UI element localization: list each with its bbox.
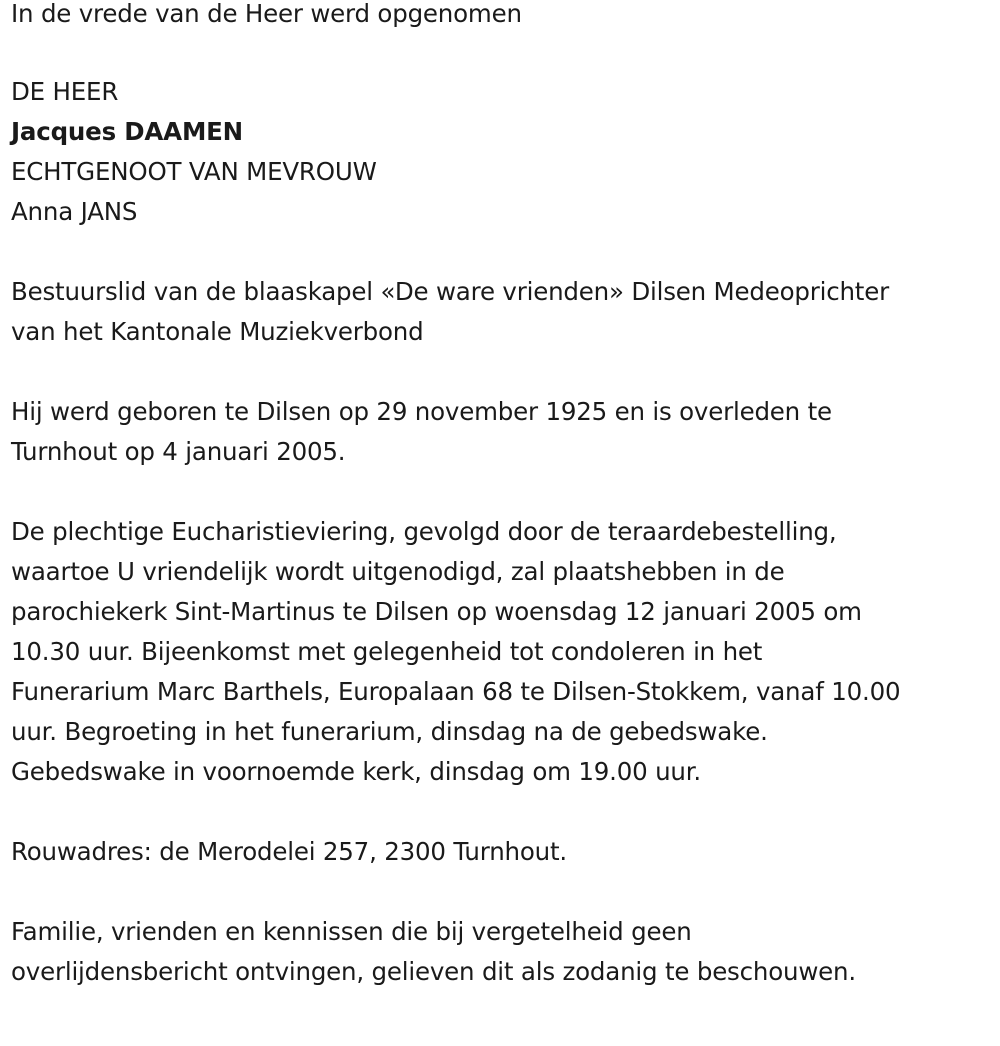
roles-line: Bestuurslid van de blaaskapel «De ware vrienden» Dilsen Medeoprichter (11, 277, 889, 306)
ceremony-line: Gebedswake in voornoemde kerk, dinsdag om 19.00 uur. (11, 757, 701, 786)
title-text: DE HEER (11, 77, 119, 106)
intro-text: In de vrede van de Heer werd opgenomen (11, 0, 522, 28)
ceremony-line: uur. Begroeting in het funerarium, dinsdag na de gebedswake. (11, 717, 768, 746)
ceremony-paragraph (11, 512, 996, 792)
ceremony-line: De plechtige Eucharistieviering, gevolgd door de teraardebestelling, (11, 517, 837, 546)
closing-paragraph (11, 912, 996, 992)
closing-line: overlijdensbericht ontvingen, gelieven dit als zodanig te beschouwen. (11, 957, 856, 986)
ceremony-line: waartoe U vriendelijk wordt uitgenodigd, zal plaatshebben in de (11, 557, 785, 586)
spouse-name: Anna JANS (11, 197, 138, 226)
relation-text: ECHTGENOOT VAN MEVROUW (11, 157, 377, 186)
ceremony-line: 10.30 uur. Bijeenkomst met gelegenheid tot condoleren in het (11, 637, 763, 666)
address-text: Rouwadres: de Merodelei 257, 2300 Turnhout. (11, 837, 567, 866)
birth-death-line: Turnhout op 4 januari 2005. (11, 437, 346, 466)
roles-paragraph (11, 272, 996, 352)
birth-death-paragraph (11, 392, 996, 472)
closing-line: Familie, vrienden en kennissen die bij vergetelheid geen (11, 917, 692, 946)
ceremony-line: Funerarium Marc Barthels, Europalaan 68 te Dilsen-Stokkem, vanaf 10.00 (11, 677, 901, 706)
death-notice (11, 0, 996, 992)
roles-line: van het Kantonale Muziekverbond (11, 317, 424, 346)
deceased-name: Jacques DAAMEN (11, 117, 243, 146)
birth-death-line: Hij werd geboren te Dilsen op 29 november 1925 en is overleden te (11, 397, 832, 426)
ceremony-line: parochiekerk Sint-Martinus te Dilsen op woensdag 12 januari 2005 om (11, 597, 862, 626)
